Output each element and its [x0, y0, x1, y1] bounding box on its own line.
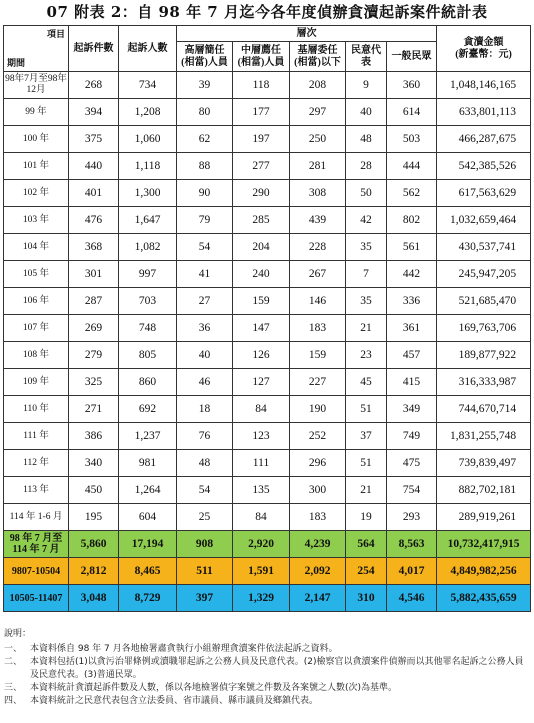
- period-cell: 98 年 7 月至 114 年 7 月: [4, 531, 69, 558]
- cases-cell: 375: [69, 126, 119, 153]
- persons-cell: 703: [119, 288, 177, 315]
- amount-cell: 316,333,987: [437, 369, 531, 396]
- corner-item-label: 項目: [46, 29, 65, 39]
- low-level-cell: 296: [290, 450, 346, 477]
- low-level-cell: 183: [290, 504, 346, 531]
- mid-level-cell: 123: [233, 423, 290, 450]
- low-level-cell: 2,147: [290, 585, 346, 612]
- cases-cell: 2,812: [69, 558, 119, 585]
- period-cell: 10505-11407: [4, 585, 69, 612]
- table-row: [4, 342, 531, 369]
- low-level-cell: 281: [290, 153, 346, 180]
- high-level-header: 高層簡任 (相當)人員: [177, 42, 233, 72]
- low-level-cell: 228: [290, 234, 346, 261]
- period-cell: 101 年: [4, 153, 69, 180]
- page-title: 07 附表 2：自 98 年 7 月迄今各年度偵辦貪瀆起訴案件統計表: [46, 3, 488, 21]
- representative-cell: 50: [346, 180, 387, 207]
- amount-cell: 5,882,435,659: [437, 585, 531, 612]
- high-level-cell: 397: [177, 585, 233, 612]
- cases-cell: 279: [69, 342, 119, 369]
- mid-level-cell: 2,920: [233, 531, 290, 558]
- mid-level-cell: 147: [233, 315, 290, 342]
- amount-cell: 1,032,659,464: [437, 207, 531, 234]
- civilian-cell: 360: [387, 72, 437, 99]
- mid-level-cell: 159: [233, 288, 290, 315]
- cases-cell: 269: [69, 315, 119, 342]
- persons-cell: 604: [119, 504, 177, 531]
- representative-cell: 51: [346, 450, 387, 477]
- civilian-cell: 8,563: [387, 531, 437, 558]
- mid-level-cell: 240: [233, 261, 290, 288]
- cases-cell: 394: [69, 99, 119, 126]
- period-cell: 111 年: [4, 423, 69, 450]
- low-level-cell: 297: [290, 99, 346, 126]
- representative-cell: 35: [346, 234, 387, 261]
- civilian-cell: 336: [387, 288, 437, 315]
- mid-level-cell: 177: [233, 99, 290, 126]
- representative-cell: 48: [346, 126, 387, 153]
- representative-cell: 37: [346, 423, 387, 450]
- persons-cell: 17,194: [119, 531, 177, 558]
- low-level-cell: 2,092: [290, 558, 346, 585]
- table-row: [4, 261, 531, 288]
- high-level-cell: 39: [177, 72, 233, 99]
- low-level-cell: 267: [290, 261, 346, 288]
- period-cell: 112 年: [4, 450, 69, 477]
- period-cell: 99 年: [4, 99, 69, 126]
- civilian-cell: 442: [387, 261, 437, 288]
- mid-level-cell: 127: [233, 369, 290, 396]
- note-text: 本資料統計貪瀆起訴件數及人數，係以各地檢署偵字案號之件數及各案號之人數(次)為基準。: [30, 683, 398, 693]
- cases-cell: 340: [69, 450, 119, 477]
- cases-cell: 386: [69, 423, 119, 450]
- high-level-cell: 27: [177, 288, 233, 315]
- high-level-cell: 511: [177, 558, 233, 585]
- table-row: [4, 288, 531, 315]
- persons-cell: 1,208: [119, 99, 177, 126]
- mid-level-cell: 197: [233, 126, 290, 153]
- table-row: [4, 477, 531, 504]
- representative-cell: 40: [346, 99, 387, 126]
- persons-cell: 734: [119, 72, 177, 99]
- high-level-cell: 41: [177, 261, 233, 288]
- civilian-cell: 561: [387, 234, 437, 261]
- statistics-table: [3, 25, 531, 612]
- cases-cell: 368: [69, 234, 119, 261]
- table-row: [4, 126, 531, 153]
- amount-cell: 189,877,922: [437, 342, 531, 369]
- period-cell: 107 年: [4, 315, 69, 342]
- persons-header: 起訴人數: [119, 26, 177, 72]
- period-cell: 109 年: [4, 369, 69, 396]
- cases-cell: 271: [69, 396, 119, 423]
- persons-cell: 997: [119, 261, 177, 288]
- persons-cell: 1,647: [119, 207, 177, 234]
- table-row: [4, 207, 531, 234]
- persons-cell: 1,264: [119, 477, 177, 504]
- high-level-cell: 48: [177, 450, 233, 477]
- low-level-cell: 227: [290, 369, 346, 396]
- period-cell: 108 年: [4, 342, 69, 369]
- summary-row: [4, 585, 531, 612]
- cases-cell: 5,860: [69, 531, 119, 558]
- civilian-cell: 457: [387, 342, 437, 369]
- mid-level-cell: 285: [233, 207, 290, 234]
- cases-cell: 450: [69, 477, 119, 504]
- high-level-cell: 36: [177, 315, 233, 342]
- high-level-cell: 76: [177, 423, 233, 450]
- amount-cell: 289,919,261: [437, 504, 531, 531]
- period-cell: 110 年: [4, 396, 69, 423]
- civilian-cell: 802: [387, 207, 437, 234]
- low-level-header: 基層委任 (相當)以下: [290, 42, 346, 72]
- cases-cell: 325: [69, 369, 119, 396]
- representative-cell: 45: [346, 369, 387, 396]
- representative-cell: 564: [346, 531, 387, 558]
- high-level-cell: 79: [177, 207, 233, 234]
- low-level-cell: 146: [290, 288, 346, 315]
- amount-cell: 617,563,629: [437, 180, 531, 207]
- mid-level-cell: 277: [233, 153, 290, 180]
- representative-cell: 23: [346, 342, 387, 369]
- representative-cell: 35: [346, 288, 387, 315]
- persons-cell: 1,118: [119, 153, 177, 180]
- representative-cell: 28: [346, 153, 387, 180]
- low-level-cell: 300: [290, 477, 346, 504]
- period-cell: 100 年: [4, 126, 69, 153]
- persons-cell: 8,465: [119, 558, 177, 585]
- persons-cell: 1,300: [119, 180, 177, 207]
- civilian-cell: 4,017: [387, 558, 437, 585]
- representative-cell: 310: [346, 585, 387, 612]
- high-level-cell: 46: [177, 369, 233, 396]
- civilian-cell: 754: [387, 477, 437, 504]
- high-level-cell: 18: [177, 396, 233, 423]
- amount-header: [437, 26, 531, 72]
- persons-cell: 8,729: [119, 585, 177, 612]
- low-level-cell: 250: [290, 126, 346, 153]
- representative-cell: 51: [346, 396, 387, 423]
- low-level-cell: 183: [290, 315, 346, 342]
- civilian-cell: 475: [387, 450, 437, 477]
- civilian-cell: 349: [387, 396, 437, 423]
- civilian-cell: 562: [387, 180, 437, 207]
- period-cell: 113 年: [4, 477, 69, 504]
- period-cell: 98年7月至98年12月: [4, 72, 69, 99]
- amount-cell: 633,801,113: [437, 99, 531, 126]
- representative-cell: 19: [346, 504, 387, 531]
- representative-cell: 9: [346, 72, 387, 99]
- mid-level-header: 中層薦任 (相當)人員: [233, 42, 290, 72]
- cases-cell: 440: [69, 153, 119, 180]
- period-cell: 105 年: [4, 261, 69, 288]
- table-row: [4, 504, 531, 531]
- mid-level-cell: 84: [233, 504, 290, 531]
- period-cell: 102 年: [4, 180, 69, 207]
- low-level-cell: 190: [290, 396, 346, 423]
- persons-cell: 1,082: [119, 234, 177, 261]
- amount-cell: 430,537,741: [437, 234, 531, 261]
- representative-header: 民意代 表: [346, 42, 387, 72]
- cases-cell: 476: [69, 207, 119, 234]
- civilian-cell: 361: [387, 315, 437, 342]
- persons-cell: 1,060: [119, 126, 177, 153]
- level-group-header: 層次: [177, 26, 437, 42]
- civilian-cell: 749: [387, 423, 437, 450]
- persons-cell: 805: [119, 342, 177, 369]
- persons-cell: 1,237: [119, 423, 177, 450]
- amount-header-line1: 貪瀆金額: [463, 36, 504, 48]
- representative-cell: 254: [346, 558, 387, 585]
- note-item: [4, 643, 530, 656]
- high-level-cell: 62: [177, 126, 233, 153]
- amount-cell: 466,287,675: [437, 126, 531, 153]
- amount-cell: 10,732,417,915: [437, 531, 531, 558]
- high-level-cell: 54: [177, 477, 233, 504]
- high-level-cell: 40: [177, 342, 233, 369]
- representative-cell: 7: [346, 261, 387, 288]
- amount-cell: 882,702,181: [437, 477, 531, 504]
- civilian-cell: 4,546: [387, 585, 437, 612]
- year-rows: [4, 72, 531, 531]
- mid-level-cell: 1,591: [233, 558, 290, 585]
- table-row: [4, 180, 531, 207]
- table-row: [4, 315, 531, 342]
- note-text: 本資料包括(1)以貪污治罪條例或瀆職罪起訴之公務人員及民意代表。(2)檢察官以貪瀆案件偵辦而以其他罪名起訴之公務人員及民意代表。(3)普通民眾。: [30, 657, 524, 680]
- table-row: [4, 369, 531, 396]
- note-item: [4, 656, 530, 682]
- mid-level-cell: 84: [233, 396, 290, 423]
- period-cell: 9807-10504: [4, 558, 69, 585]
- table-row: [4, 153, 531, 180]
- representative-cell: 42: [346, 207, 387, 234]
- period-cell: 114 年 1-6 月: [4, 504, 69, 531]
- amount-header-line2: (新臺幣：元): [455, 48, 512, 60]
- period-cell: 104 年: [4, 234, 69, 261]
- civilian-cell: 503: [387, 126, 437, 153]
- high-level-cell: 88: [177, 153, 233, 180]
- civilian-cell: 444: [387, 153, 437, 180]
- high-level-cell: 90: [177, 180, 233, 207]
- representative-cell: 21: [346, 477, 387, 504]
- amount-cell: 245,947,205: [437, 261, 531, 288]
- high-level-cell: 80: [177, 99, 233, 126]
- note-text: 本資料係自 98 年 7 月各地檢署肅貪執行小組辦理貪瀆案件依法起訴之資料。: [30, 644, 338, 654]
- cases-cell: 3,048: [69, 585, 119, 612]
- notes-section: [4, 628, 530, 708]
- mid-level-cell: 204: [233, 234, 290, 261]
- low-level-cell: 4,239: [290, 531, 346, 558]
- civilian-cell: 415: [387, 369, 437, 396]
- table-row: [4, 450, 531, 477]
- corner-period-label: 期間: [7, 58, 26, 68]
- civilian-cell: 614: [387, 99, 437, 126]
- cases-cell: 401: [69, 180, 119, 207]
- amount-cell: 744,670,714: [437, 396, 531, 423]
- amount-cell: 1,831,255,748: [437, 423, 531, 450]
- mid-level-cell: 126: [233, 342, 290, 369]
- high-level-cell: 54: [177, 234, 233, 261]
- persons-cell: 748: [119, 315, 177, 342]
- note-item: [4, 682, 530, 695]
- amount-cell: 169,763,706: [437, 315, 531, 342]
- mid-level-cell: 1,329: [233, 585, 290, 612]
- summary-row: [4, 531, 531, 558]
- civilian-header: 一般民眾: [387, 42, 437, 72]
- table-row: [4, 72, 531, 99]
- summary-rows: [4, 531, 531, 612]
- amount-cell: 739,839,497: [437, 450, 531, 477]
- note-item: [4, 695, 530, 708]
- cases-cell: 195: [69, 504, 119, 531]
- mid-level-cell: 118: [233, 72, 290, 99]
- mid-level-cell: 111: [233, 450, 290, 477]
- high-level-cell: 25: [177, 504, 233, 531]
- note-number: 三、: [4, 683, 23, 693]
- table-row: [4, 396, 531, 423]
- high-level-cell: 908: [177, 531, 233, 558]
- cases-header: 起訴件數: [69, 26, 119, 72]
- cases-cell: 268: [69, 72, 119, 99]
- period-cell: 103 年: [4, 207, 69, 234]
- cases-cell: 301: [69, 261, 119, 288]
- mid-level-cell: 135: [233, 477, 290, 504]
- table-row: [4, 423, 531, 450]
- low-level-cell: 252: [290, 423, 346, 450]
- amount-cell: 4,849,982,256: [437, 558, 531, 585]
- low-level-cell: 159: [290, 342, 346, 369]
- civilian-cell: 293: [387, 504, 437, 531]
- low-level-cell: 208: [290, 72, 346, 99]
- mid-level-cell: 290: [233, 180, 290, 207]
- period-cell: 106 年: [4, 288, 69, 315]
- table-row: [4, 99, 531, 126]
- note-number: 四、: [4, 696, 23, 706]
- low-level-cell: 308: [290, 180, 346, 207]
- notes-list: [4, 643, 530, 708]
- amount-cell: 1,048,146,165: [437, 72, 531, 99]
- table-row: [4, 234, 531, 261]
- note-text: 本資料統計之民意代表包含立法委員、省市議員、縣市議員及鄉鎮代表。: [30, 696, 319, 706]
- note-number: 二、: [4, 657, 23, 667]
- persons-cell: 860: [119, 369, 177, 396]
- cases-cell: 287: [69, 288, 119, 315]
- note-number: 一、: [4, 644, 23, 654]
- persons-cell: 692: [119, 396, 177, 423]
- persons-cell: 981: [119, 450, 177, 477]
- notes-heading: 說明：: [4, 629, 32, 639]
- summary-row: [4, 558, 531, 585]
- representative-cell: 21: [346, 315, 387, 342]
- amount-cell: 542,385,526: [437, 153, 531, 180]
- corner-header-cell: [4, 26, 69, 72]
- low-level-cell: 439: [290, 207, 346, 234]
- amount-cell: 521,685,470: [437, 288, 531, 315]
